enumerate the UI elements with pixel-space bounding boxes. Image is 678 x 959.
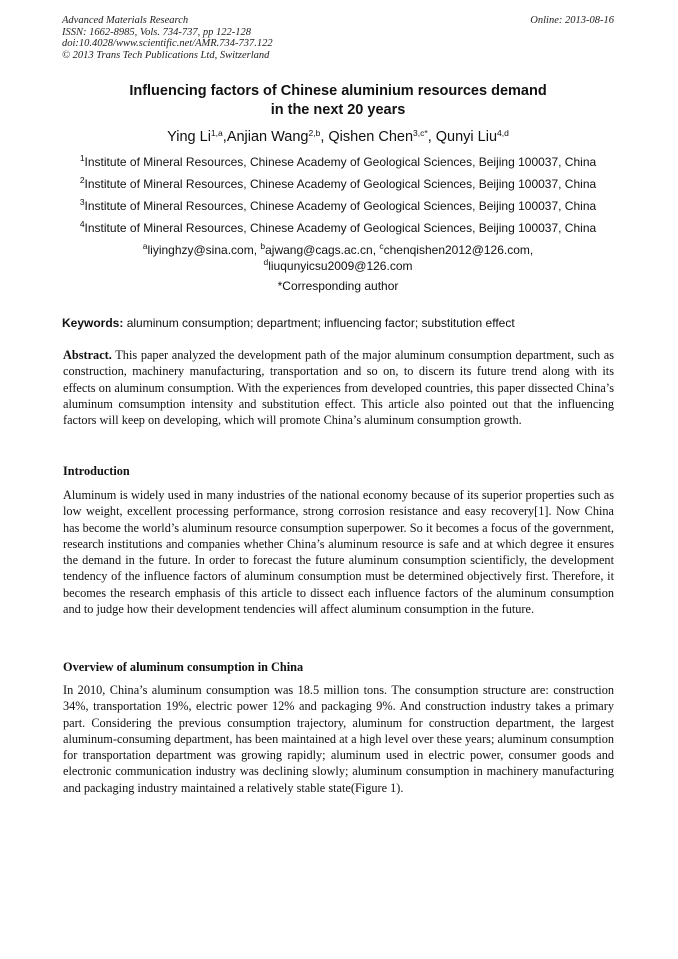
email-link[interactable]: chenqishen2012@126.com: [383, 243, 530, 257]
corresponding-author-note: *Corresponding author: [277, 279, 399, 293]
section-text: Aluminum is widely used in many industries of the national economy because of its superior properties such as low weight, excellent processing performance, strong corrosion resistance and easy recovery[1]. Now China has become the world’s aluminum resource consumption superpower. So it becomes a focus of the government, research institutions and companies whether China’s aluminum resource is safe and at which degree it ensures the demand in the future. In order to forecast the future aluminum consumption scientificly, the development tendency of the influence factors of aluminum consumption must be determined objectively first. Therefore, it becomes the research emphasis of this article to dissect each influence factors of the aluminum consumption and to judge how their development tendencies will affect aluminum consumption in the future.: [63, 488, 614, 617]
email-marker: d: [263, 257, 269, 267]
author-affiliation-marker: 3,c*: [413, 128, 428, 138]
email-link[interactable]: liyinghzy@sina.com: [147, 243, 254, 257]
affiliation-marker: 2: [79, 175, 85, 185]
online-date: Online: 2013-08-16: [530, 15, 614, 26]
doi-line: doi:10.4028/www.scientific.net/AMR.734-737.122: [62, 38, 273, 49]
author-name: Qishen Chen: [328, 129, 414, 145]
affiliation-3: [62, 198, 614, 214]
section-heading: Introduction: [63, 464, 130, 478]
keywords: [62, 315, 614, 331]
email-marker: b: [260, 241, 266, 251]
abstract-text: This paper analyzed the development path of the major aluminum consumption department, such as construction, machinery manufacturing, transportation and so on, to discern its future trend along with its effects on aluminum consumption. With the experiences from developed countries, this paper dissected China’s aluminum comsumption intensity and substitution effect. This article also pointed out that the influencing factors will keep on developing, which will promote China’s aluminum consumption growth.: [63, 348, 614, 428]
title-line-1: Influencing factors of Chinese aluminium resources demand: [129, 83, 547, 99]
author-affiliation-marker: 1,a: [210, 128, 223, 138]
affiliation-2: [62, 176, 614, 192]
author-affiliation-marker: 4,d: [497, 128, 509, 138]
affiliation-marker: 4: [79, 219, 85, 229]
email-link[interactable]: liuqunyicsu2009@126.com: [268, 259, 413, 273]
email-marker: c: [379, 241, 384, 251]
affiliation-text: Institute of Mineral Resources, Chinese Academy of Geological Sciences, Beijing 100037, China: [84, 199, 597, 213]
abstract-label: Abstract.: [63, 348, 112, 362]
author-list: Ying Li$^{1,a}$,Anjian Wang$^{2,b}$, Qishen Chen$^{3,c*}$, Qunyi Liu$^{4,d}$: [167, 128, 509, 145]
keywords-label: Keywords:: [62, 316, 124, 330]
paper-title: [62, 82, 614, 120]
author-name: Qunyi Liu: [435, 129, 498, 145]
email-marker: a: [142, 241, 148, 251]
affiliation-4: [62, 220, 614, 236]
email-line-1: $^a$liyinghzy@sina.com, $^b$ajwang@cags.ac.cn, $^c$chenqishen2012@126.com,: [142, 241, 534, 257]
copyright-line: © 2013 Trans Tech Publications Ltd, Switzerland: [62, 49, 270, 61]
author-affiliation-marker: 2,b: [308, 128, 321, 138]
affiliation-text: Institute of Mineral Resources, Chinese Academy of Geological Sciences, Beijing 100037, China: [84, 155, 597, 169]
email-list: [62, 242, 614, 274]
affiliation-marker: 3: [79, 197, 85, 207]
page-header: [62, 15, 614, 61]
section-heading: Overview of aluminum consumption in China: [63, 660, 304, 674]
email-line-2: [62, 258, 614, 274]
issn-line: ISSN: 1662-8985, Vols. 734-737, pp 122-128: [62, 26, 251, 38]
affiliation-marker: 1: [79, 153, 85, 163]
affiliation-text: Institute of Mineral Resources, Chinese Academy of Geological Sciences, Beijing 100037, China: [84, 177, 597, 191]
affiliation-1: [62, 154, 614, 170]
author-name: Ying Li: [167, 129, 211, 145]
section-text: In 2010, China’s aluminum consumption was 18.5 million tons. The consumption structure are: construction 34%, transportation 19%, electric power 12% and packaging 9%. And construction industry takes a primary part. Considering the previous consumption trajectory, aluminum for construction department, the largest aluminum-consuming department, has been maintained at a high level over these years; aluminum consumption for transportation department was growing rapidly; aluminum used in electric power, consumer goods and electronic communication industry was declining slowly; aluminum consumption in machinery manufacturing and packaging industry maintained a relatively stable state(Figure 1).: [63, 683, 614, 795]
affiliation-text: Institute of Mineral Resources, Chinese Academy of Geological Sciences, Beijing 100037, China: [84, 221, 597, 235]
keywords-text: aluminum consumption; department; influencing factor; substitution effect: [126, 316, 515, 330]
title-line-2: in the next 20 years: [270, 102, 406, 118]
abstract: [63, 347, 614, 428]
journal-name: Advanced Materials Research: [62, 15, 189, 26]
author-name: Anjian Wang: [226, 129, 309, 145]
email-link[interactable]: ajwang@cags.ac.cn: [265, 243, 373, 257]
